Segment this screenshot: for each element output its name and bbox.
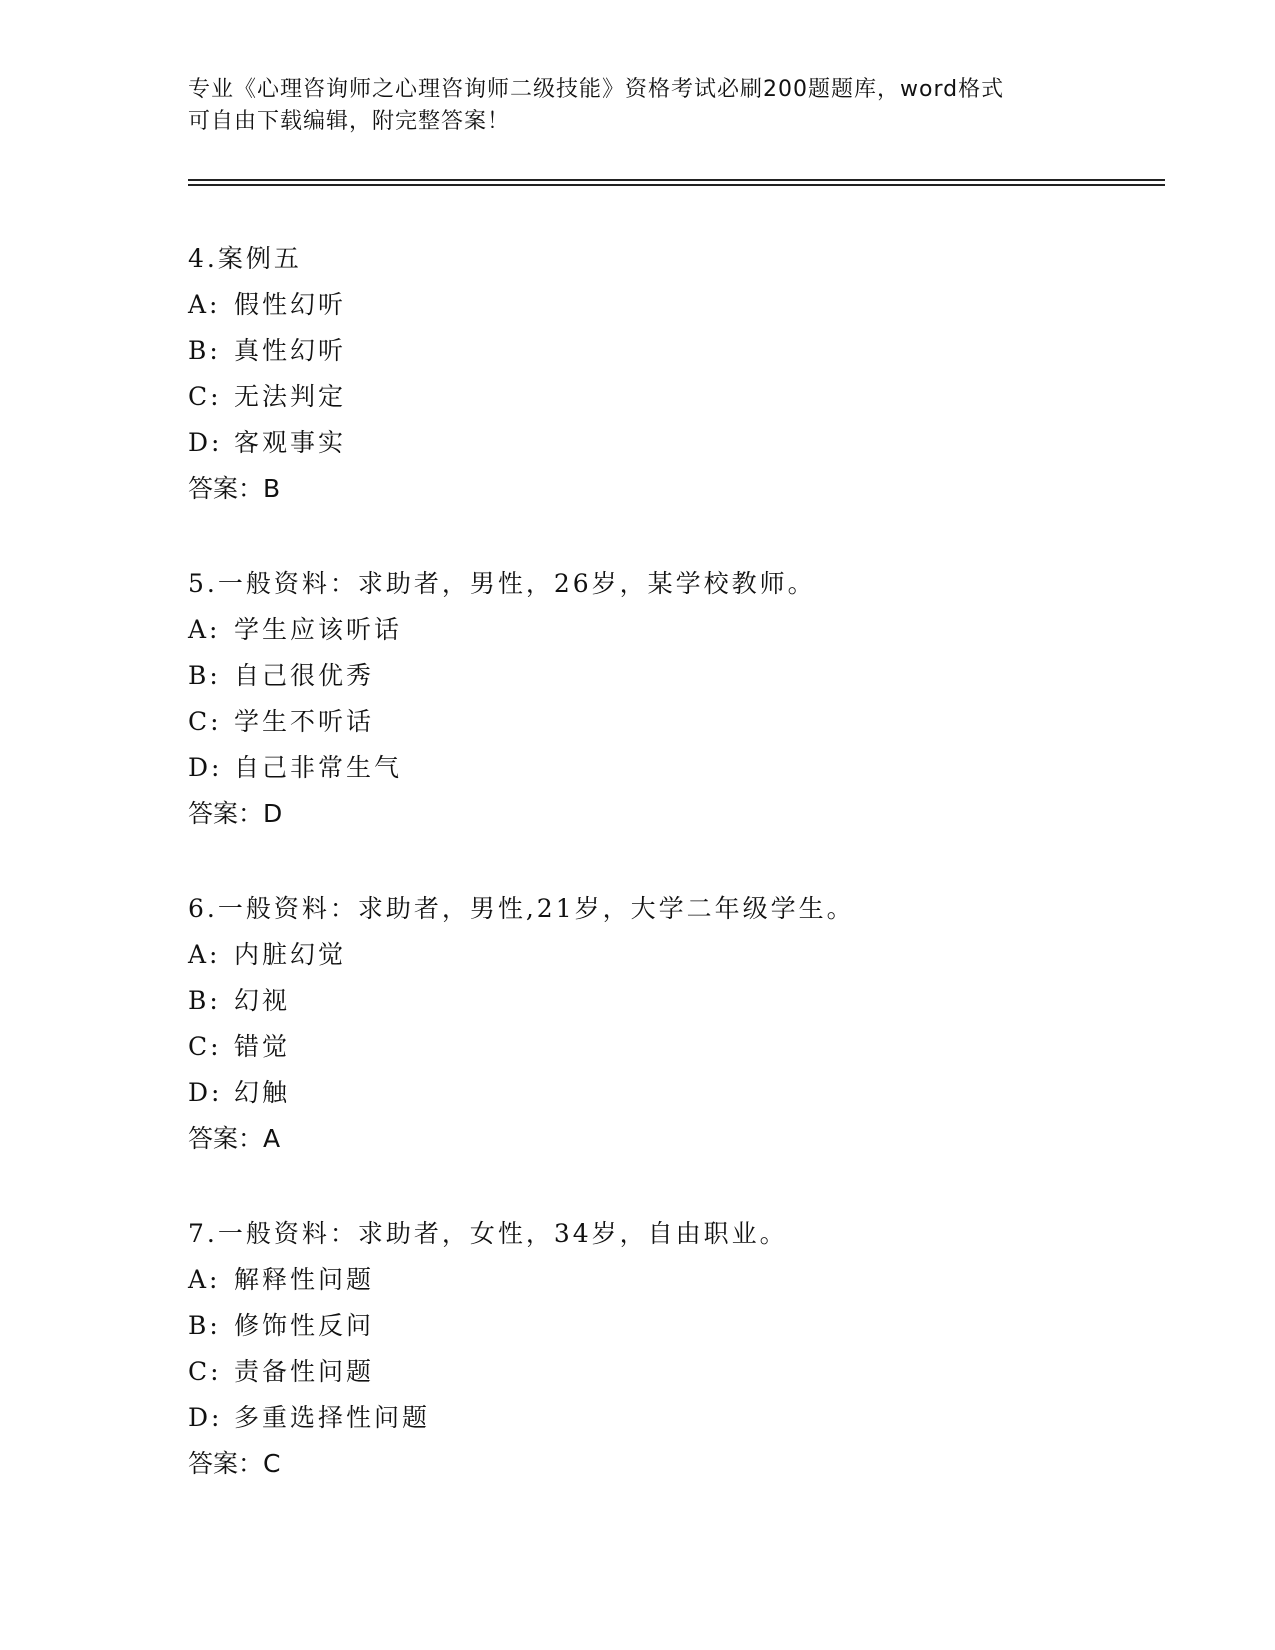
option-key: A:: [188, 940, 221, 969]
option-c: [188, 374, 1168, 420]
option-b: [188, 653, 1168, 699]
question-block: [188, 1211, 1168, 1487]
header-line-2: 可自由下载编辑，附完整答案！: [188, 109, 511, 134]
option-text: 幻触: [234, 1078, 291, 1107]
option-key: D:: [188, 1403, 223, 1432]
option-key: B:: [188, 661, 221, 690]
option-text: 修饰性反问: [234, 1311, 375, 1340]
option-key: B:: [188, 1311, 221, 1340]
option-key: C:: [188, 382, 222, 411]
option-c: [188, 1024, 1168, 1070]
option-key: C:: [188, 1032, 222, 1061]
option-c: [188, 1349, 1168, 1395]
document-header: [188, 74, 1088, 138]
option-key: A:: [188, 290, 221, 319]
header-divider-top: [188, 179, 1165, 181]
option-key: D:: [188, 428, 223, 457]
question-block: [188, 236, 1168, 512]
option-d: [188, 1070, 1168, 1116]
option-key: D:: [188, 1078, 223, 1107]
option-text: 幻视: [234, 986, 291, 1015]
header-divider-bottom: [188, 184, 1165, 186]
option-key: A:: [188, 1265, 221, 1294]
option-text: 客观事实: [234, 428, 347, 457]
question-block: [188, 886, 1168, 1162]
option-d: [188, 420, 1168, 466]
question-stem: 7.一般资料：求助者，女性，34岁，自由职业。: [188, 1219, 788, 1248]
option-key: B:: [188, 986, 221, 1015]
option-text: 多重选择性问题: [234, 1403, 431, 1432]
header-line-1: 专业《心理咨询师之心理咨询师二级技能》资格考试必刷200题题库，word格式: [188, 77, 1005, 102]
option-a: [188, 1257, 1168, 1303]
option-text: 无法判定: [234, 382, 347, 411]
option-text: 错觉: [234, 1032, 291, 1061]
question-stem: 5.一般资料：求助者，男性，26岁，某学校教师。: [188, 569, 816, 598]
question-stem: 4.案例五: [188, 244, 302, 273]
option-text: 学生不听话: [234, 707, 375, 736]
answer-line: 答案：A: [188, 1124, 281, 1153]
option-text: 学生应该听话: [234, 615, 403, 644]
option-text: 责备性问题: [234, 1357, 375, 1386]
question-list: [188, 236, 1168, 1536]
question-stem: 6.一般资料：求助者，男性,21岁，大学二年级学生。: [188, 894, 855, 923]
option-d: [188, 745, 1168, 791]
option-text: 真性幻听: [234, 336, 347, 365]
option-a: [188, 282, 1168, 328]
option-b: [188, 1303, 1168, 1349]
option-text: 假性幻听: [234, 290, 347, 319]
option-text: 自己很优秀: [234, 661, 375, 690]
answer-line: 答案：C: [188, 1449, 281, 1478]
option-key: A:: [188, 615, 221, 644]
option-key: C:: [188, 1357, 222, 1386]
option-text: 自己非常生气: [234, 753, 403, 782]
option-b: [188, 978, 1168, 1024]
option-text: 内脏幻觉: [234, 940, 347, 969]
option-a: [188, 607, 1168, 653]
option-a: [188, 932, 1168, 978]
answer-line: 答案：D: [188, 799, 283, 828]
answer-line: 答案：B: [188, 474, 281, 503]
option-b: [188, 328, 1168, 374]
option-key: C:: [188, 707, 222, 736]
question-block: [188, 561, 1168, 837]
option-text: 解释性问题: [234, 1265, 375, 1294]
option-key: D:: [188, 753, 223, 782]
option-key: B:: [188, 336, 221, 365]
option-c: [188, 699, 1168, 745]
option-d: [188, 1395, 1168, 1441]
